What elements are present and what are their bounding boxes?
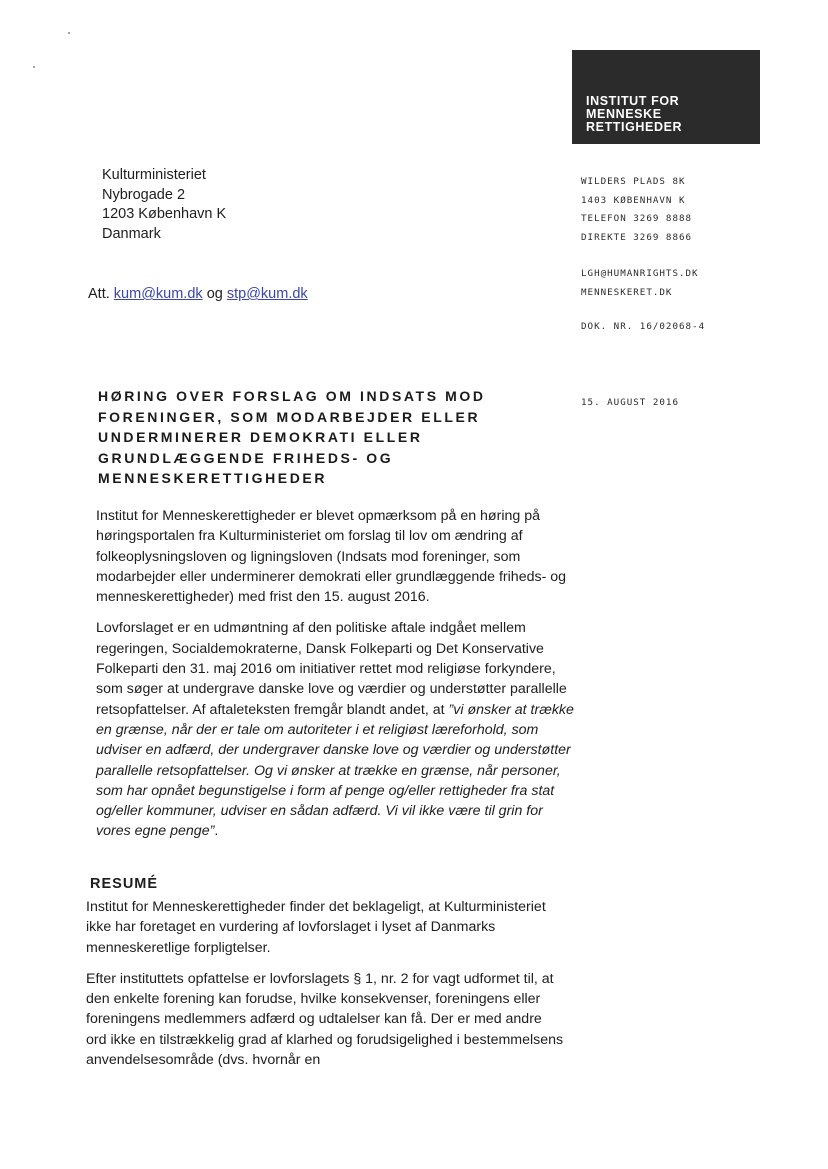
institute-logo	[572, 50, 760, 144]
document-number: DOK. NR. 16/02068-4	[581, 321, 706, 332]
sender-email: LGH@HUMANRIGHTS.DK	[581, 268, 699, 279]
scan-speck	[68, 32, 70, 34]
resume-section	[86, 897, 566, 1081]
paragraph-agreement	[96, 618, 576, 841]
scan-speck	[33, 66, 35, 68]
body-text	[96, 506, 576, 853]
paragraph-agreement-text: Lovforslaget er en udmøntning af den politiske aftale indgået mellem regeringen, Socialdemokraterne, Dansk Folkeparti og Det Konservative Folkeparti den 31. maj 2016 om initiativer rettet mod religiøse forkyndere, som søger at undergrave danske love og værdier og understøtter parallelle retsopfattelser. Af aftaleteksten fremgår blandt andet, at	[96, 620, 567, 718]
sender-address-line: 1403 KØBENHAVN K	[581, 194, 686, 206]
document-heading	[98, 386, 538, 489]
agreement-quote: ”vi ønsker at trække en grænse, når der er tale om autoriteter i et religiøst læreforhold, som udviser en adfærd, der undergraver danske love og værdier og understøtter parallelle retsopfattelser. Og vi ønsker at trække en grænse, når personer, som har opnået begunstigelse i form af penge og/eller rettigheder fra stat og/eller kommuner, udviser en sådan adfærd. Vi vil ikke være til grin for vores egne penge”	[96, 701, 574, 840]
recipient-line: Danmark	[102, 225, 161, 242]
resume-paragraph: Efter instituttets opfattelse er lovforslagets § 1, nr. 2 for vagt udformet til, at den enkelte forening kan forudse, hvilke konsekvenser, foreningens eller foreningens medlemmers adfærd og udtalelser kan få. Der er med andre ord ikke en tilstrækkelig grad af klarhed og forudsigelighed i bestemmelsens anvendelsesområde (dvs. hvornår en	[86, 970, 564, 1069]
paragraph-intro: Institut for Menneskerettigheder er blevet opmærksom på en høring på høringsportalen fra Kulturministeriet om forslag til lov om ændring af folkeoplysningsloven og ligningsloven (Indsats mod foreninger, som modarbejder eller underminerer demokrati eller grundlæggende friheds- og menneskerettigheder) med frist den 15. august 2016.	[96, 508, 567, 606]
sender-address-line: WILDERS PLADS 8K	[581, 176, 686, 187]
resume-paragraph: Institut for Menneskerettigheder finder det beklageligt, at Kulturministeriet ikke har foretaget en vurdering af lovforslaget i lyset af Danmarks menneskeretlige forpligtelser.	[86, 899, 546, 956]
recipient-line: Kulturministeriet	[102, 167, 206, 183]
logo-line: INSTITUT FOR	[586, 94, 680, 108]
sender-direct-phone: DIREKTE 3269 8866	[581, 231, 693, 243]
paragraph-agreement-end: .	[214, 823, 219, 840]
attention-line	[88, 286, 308, 302]
recipient-line: Nybrogade 2	[102, 186, 186, 203]
resume-heading: RESUMÉ	[90, 876, 159, 892]
heading-line: GRUNDLÆGGENDE FRIHEDS- OG	[98, 449, 394, 466]
heading-line: MENNESKERETTIGHEDER	[98, 470, 328, 486]
att-prefix: Att.	[88, 286, 110, 302]
document-date: 15. AUGUST 2016	[581, 397, 679, 408]
heading-line: FORENINGER, SOM MODARBEJDER ELLER	[98, 408, 481, 425]
sender-info	[581, 176, 791, 408]
heading-line: UNDERMINERER DEMOKRATI ELLER	[98, 429, 423, 445]
recipient-line: 1203 København K	[102, 206, 227, 222]
logo-line: MENNESKE	[586, 107, 662, 121]
email-link-kum[interactable]: kum@kum.dk	[113, 286, 203, 302]
sender-phone: TELEFON 3269 8888	[581, 213, 693, 224]
heading-line: HØRING OVER FORSLAG OM INDSATS MOD	[98, 388, 486, 404]
att-conjunction: og	[206, 286, 223, 302]
logo-text	[586, 95, 682, 134]
email-link-stp[interactable]: stp@kum.dk	[226, 286, 308, 302]
sender-website: MENNESKERET.DK	[581, 286, 673, 298]
logo-line: RETTIGHEDER	[586, 120, 683, 134]
recipient-address	[102, 166, 226, 244]
